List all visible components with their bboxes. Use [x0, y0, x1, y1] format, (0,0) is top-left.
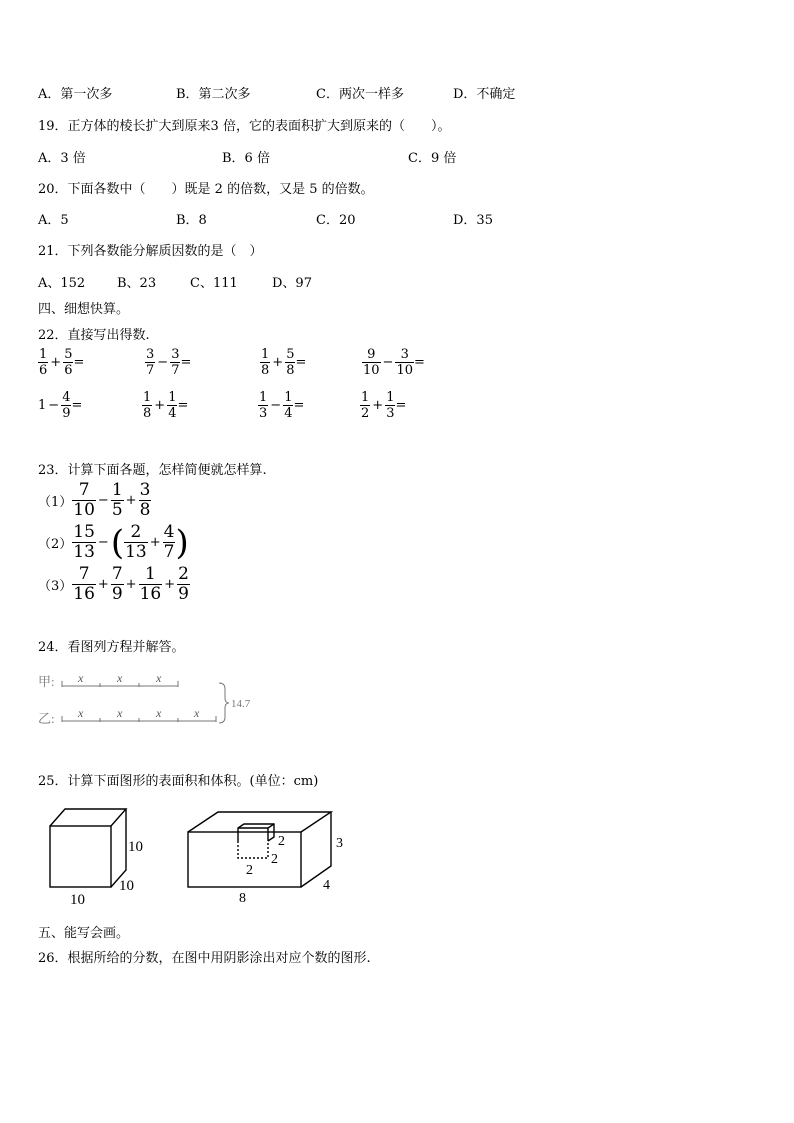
- small-cube-hidden: [238, 841, 268, 858]
- q24-label-yi: 乙:: [38, 711, 55, 726]
- q20-option-a[interactable]: A．5: [38, 213, 69, 228]
- q22-r1-c: $\frac{1}{8}$ + $\frac{5}{8}$ =: [261, 347, 307, 378]
- q21-option-c[interactable]: C、111: [190, 276, 238, 291]
- small-cube-depth-label: 2: [271, 852, 278, 867]
- q19-stem: 19．正方体的棱长扩大到原来3 倍，它的表面积扩大到原来的（ ）。: [38, 119, 451, 134]
- cube-depth-label: 10: [119, 878, 134, 894]
- q24-total: 14.7: [231, 698, 251, 710]
- q18-option-a[interactable]: A．第一次多: [38, 87, 113, 102]
- box-length-label: 8: [239, 891, 246, 906]
- q24-label-jia: 甲:: [38, 674, 55, 689]
- q22-r1-d: $\frac{9}{10}$ − $\frac{3}{10}$ =: [363, 347, 425, 378]
- q20-option-b[interactable]: B．8: [176, 213, 207, 228]
- q21-option-a[interactable]: A、152: [38, 276, 86, 291]
- q24-line-diagram: [36, 666, 266, 732]
- cube-height-label: 10: [128, 839, 143, 855]
- q23-problem-2: （2） $\frac{15}{13}$ − ( $\frac{2}{13}$ + $\frac{4}{7}$ ): [38, 522, 189, 563]
- q22-r2-a: 1 − $\frac{4}{9}$ =: [38, 390, 83, 421]
- q20-option-c[interactable]: C．20: [316, 213, 356, 228]
- box-height-label: 3: [336, 836, 343, 851]
- cube-top-face: [50, 809, 126, 826]
- q20-stem: 20．下面各数中（ ）既是 2 的倍数，又是 5 的倍数。: [38, 182, 374, 197]
- section5-title: 五、能写会画。: [38, 926, 130, 941]
- q19-option-b[interactable]: B．6 倍: [222, 151, 270, 166]
- q20-option-d[interactable]: D．35: [453, 213, 493, 228]
- q18-option-c[interactable]: C．两次一样多: [316, 87, 404, 102]
- q24-jia-seg-1: x: [78, 671, 84, 685]
- q22-r1-a: $\frac{1}{6}$ + $\frac{5}{6}$ =: [39, 347, 85, 378]
- cube-width-label: 10: [70, 892, 85, 908]
- small-cube-height-label: 2: [278, 834, 285, 849]
- cube-front-face: [50, 826, 111, 887]
- q23-stem: 23．计算下面各题，怎样简便就怎样算.: [38, 463, 267, 478]
- q19-option-a[interactable]: A．3 倍: [38, 151, 86, 166]
- q24-jia-seg-2: x: [117, 671, 123, 685]
- q23-problem-1: （1） $\frac{7}{10}$ − $\frac{1}{5}$ + $\frac{3}{8}$: [38, 480, 151, 520]
- q19-option-c[interactable]: C．9 倍: [408, 151, 457, 166]
- cube-side-face: [111, 809, 126, 887]
- box-top-face: [188, 812, 331, 832]
- section4-title: 四、细想快算。: [38, 302, 130, 317]
- box-side-face: [301, 812, 331, 887]
- q24-stem: 24．看图列方程并解答。: [38, 640, 185, 655]
- q22-r2-d: $\frac{1}{2}$ + $\frac{1}{3}$ =: [361, 390, 407, 421]
- q18-option-b[interactable]: B．第二次多: [176, 87, 251, 102]
- q24-jia-seg-3: x: [156, 671, 162, 685]
- q22-r2-b: $\frac{1}{8}$ + $\frac{1}{4}$ =: [143, 390, 189, 421]
- small-cube-width-label: 2: [246, 863, 253, 878]
- q22-stem: 22．直接写出得数.: [38, 328, 150, 343]
- q21-option-d[interactable]: D、97: [272, 276, 312, 291]
- q25-figures: [40, 800, 360, 910]
- q25-stem: 25．计算下面图形的表面积和体积。(单位：cm): [38, 774, 319, 789]
- box-depth-label: 4: [323, 878, 330, 893]
- q23-problem-3: （3） $\frac{7}{16}$ + $\frac{7}{9}$ + $\frac{1}{16}$ + $\frac{2}{9}$: [38, 564, 189, 604]
- q22-r2-c: $\frac{1}{3}$ − $\frac{1}{4}$ =: [259, 390, 305, 421]
- q24-yi-seg-4: x: [194, 706, 200, 720]
- q26-stem: 26．根据所给的分数，在图中用阴影涂出对应个数的图形.: [38, 951, 371, 966]
- q24-yi-seg-3: x: [156, 706, 162, 720]
- q24-yi-seg-1: x: [78, 706, 84, 720]
- q21-stem: 21．下列各数能分解质因数的是（ ）: [38, 244, 263, 259]
- q24-yi-seg-2: x: [117, 706, 123, 720]
- q21-option-b[interactable]: B、23: [117, 276, 157, 291]
- q22-r1-b: $\frac{3}{7}$ − $\frac{3}{7}$ =: [146, 347, 192, 378]
- q18-option-d[interactable]: D．不确定: [453, 87, 516, 102]
